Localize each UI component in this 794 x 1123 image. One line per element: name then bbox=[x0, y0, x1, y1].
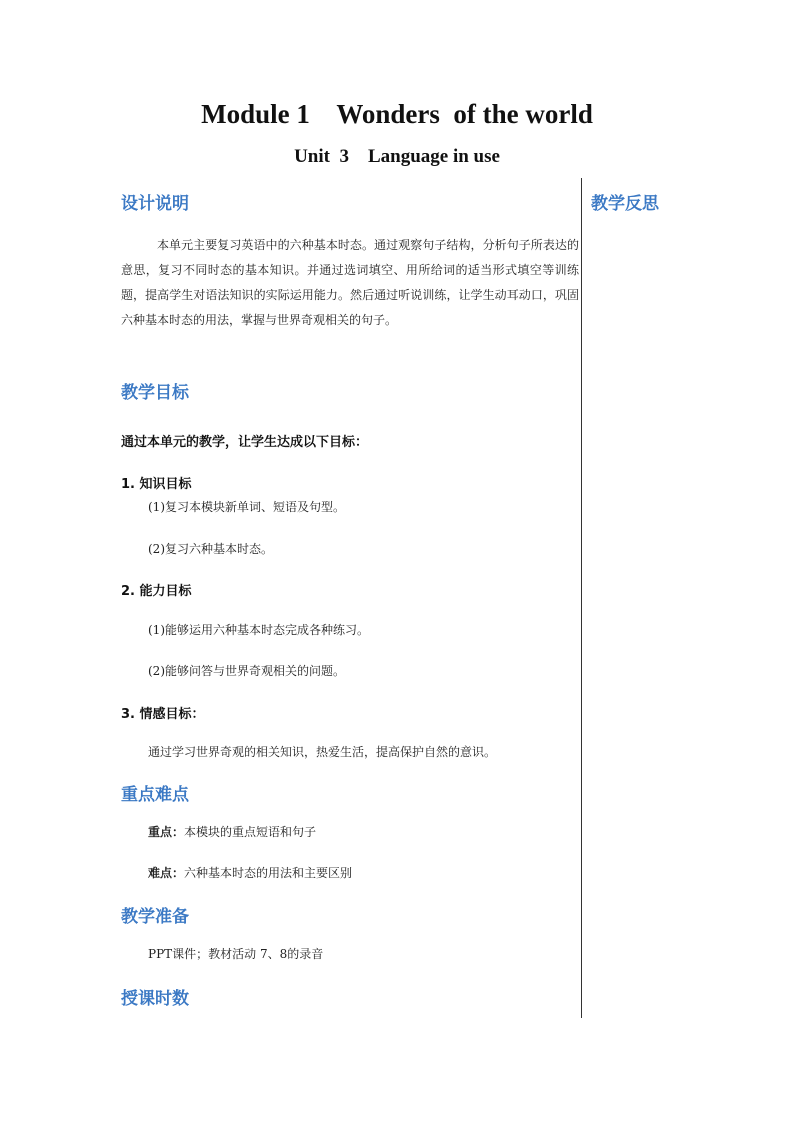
preparation-text: PPT课件；教材活动 7、8的录音 bbox=[148, 947, 324, 961]
emotion-goal-text: 通过学习世界奇观的相关知识，热爱生活，提高保护自然的意识。 bbox=[148, 745, 497, 759]
key-point-label: 重点： bbox=[148, 825, 185, 839]
ability-goal-label: 2. 能力目标 bbox=[121, 584, 192, 599]
knowledge-goal-label: 1. 知识目标 bbox=[121, 477, 192, 492]
design-heading: 设计说明 bbox=[121, 194, 189, 214]
ability-goal-item: (2)能够问答与世界奇观相关的问题。 bbox=[148, 664, 345, 678]
preparation-heading: 教学准备 bbox=[121, 907, 189, 927]
knowledge-goal-item: (1)复习本模块新单词、短语及句型。 bbox=[148, 500, 345, 514]
emotion-goal-label: 3. 情感目标： bbox=[121, 707, 205, 722]
key-point-line bbox=[148, 820, 316, 845]
difficult-point-text: 六种基本时态的用法和主要区别 bbox=[184, 866, 353, 880]
hours-heading: 授课时数 bbox=[121, 989, 189, 1009]
column-divider bbox=[581, 178, 582, 1018]
page-subtitle: Unit 3 Language in use bbox=[294, 146, 500, 167]
reflection-heading: 教学反思 bbox=[591, 194, 659, 214]
knowledge-goal-item: (2)复习六种基本时态。 bbox=[148, 542, 273, 556]
difficult-point-label: 难点： bbox=[148, 866, 185, 880]
goals-intro: 通过本单元的教学，让学生达成以下目标： bbox=[121, 435, 369, 450]
difficult-point-line bbox=[148, 861, 352, 886]
page-title: Module 1 Wonders of the world bbox=[201, 99, 593, 129]
ability-goal-item: (1)能够运用六种基本时态完成各种练习。 bbox=[148, 623, 369, 637]
design-paragraph: 本单元主要复习英语中的六种基本时态。通过观察句子结构，分析句子所表达的意思，复习不同时态的基本知识。并通过选词填空、用所给词的适当形式填空等训练题，提高学生对语法知识的实际运用能力。然后通过听说训练，让学生动耳动口，巩固六种基本时态的用法，掌握与世界奇观相关的句子。 bbox=[121, 238, 579, 327]
key-points-heading: 重点难点 bbox=[121, 785, 189, 805]
key-point-text: 本模块的重点短语和句子 bbox=[184, 825, 317, 839]
goals-heading: 教学目标 bbox=[121, 383, 189, 403]
